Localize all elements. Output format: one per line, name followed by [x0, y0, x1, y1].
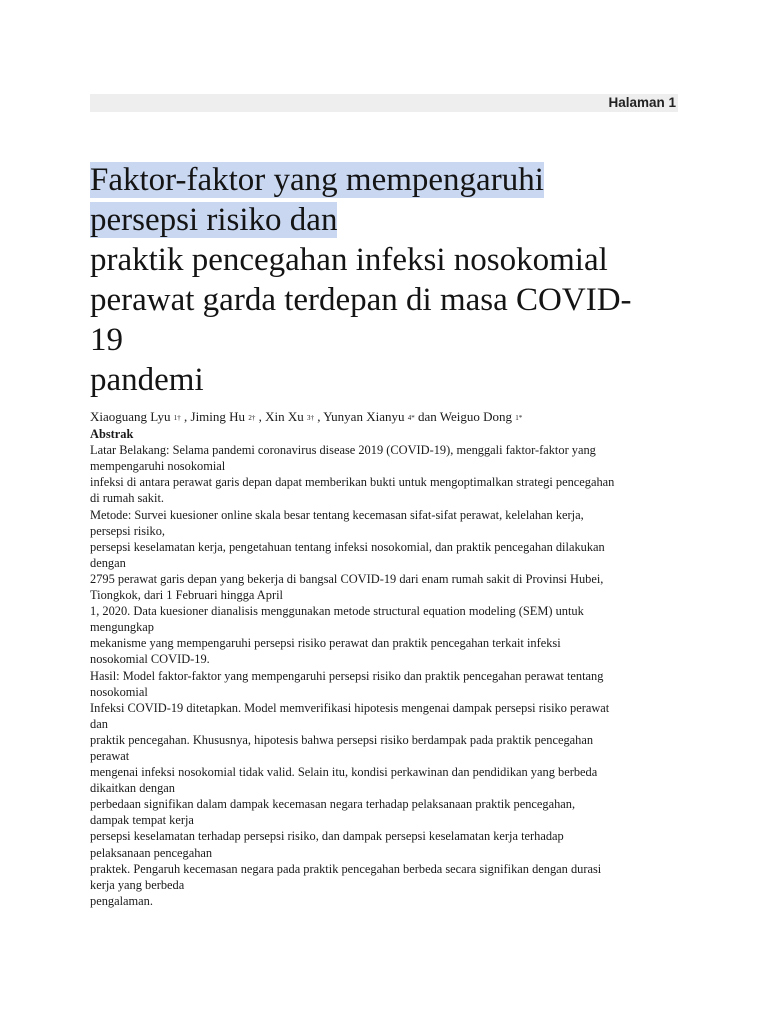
author-affiliation: 3†: [306, 414, 314, 422]
abstract-line: Hasil: Model faktor-faktor yang mempengaruhi persepsi risiko dan praktik pencegahan perawat tentang: [90, 668, 604, 683]
abstract-line: Infeksi COVID-19 ditetapkan. Model memverifikasi hipotesis mengenai dampak persepsi risiko perawat: [90, 700, 610, 715]
author-affiliation: 2†: [248, 414, 256, 422]
author-name: Xiaoguang Lyu: [90, 409, 171, 424]
abstract-line: mekanisme yang mempengaruhi persepsi risiko perawat dan praktik pencegahan terkait infeksi: [90, 636, 561, 651]
abstract-line: di rumah sakit.: [90, 491, 164, 506]
title-line[interactable]: Faktor-faktor yang mempengaruhi: [90, 162, 544, 198]
author-affiliation: 4*: [407, 414, 415, 422]
abstract-line: pengalaman.: [90, 893, 153, 908]
abstract-line: nosokomial: [90, 684, 148, 699]
abstract-line: mempengaruhi nosokomial: [90, 459, 226, 474]
abstract-line: mengenai infeksi nosokomial tidak valid. Selain itu, kondisi perkawinan dan pendidikan yang berbeda: [90, 765, 598, 780]
abstract-line: 1, 2020. Data kuesioner dianalisis menggunakan metode structural equation modeling (SEM) untuk: [90, 604, 584, 619]
abstract-line: perbedaan signifikan dalam dampak kecemasan negara terhadap pelaksanaan praktik pencegahan,: [90, 797, 576, 812]
abstract-line: Tiongkok, dari 1 Februari hingga April: [90, 588, 283, 603]
author-name: dan Weiguo Dong: [414, 409, 513, 424]
author-list: [90, 409, 690, 426]
author-affiliation: 1†: [173, 414, 181, 422]
abstract-line: praktek. Pengaruh kecemasan negara pada praktik pencegahan berbeda secara signifikan dengan durasi: [90, 861, 602, 876]
author-name: , Yunyan Xianyu: [317, 409, 405, 424]
title-line: perawat garda terdepan di masa COVID-: [90, 282, 632, 318]
abstract-line: dampak tempat kerja: [90, 813, 194, 828]
abstract-line: dan: [90, 716, 108, 731]
abstract-line: pelaksanaan pencegahan: [90, 845, 213, 860]
author-name: , Jiming Hu: [184, 409, 246, 424]
document-title: [90, 160, 690, 400]
abstract-line: mengungkap: [90, 620, 155, 635]
abstract-line: Latar Belakang: Selama pandemi coronavirus disease 2019 (COVID-19), menggali faktor-faktor yang: [90, 443, 596, 458]
page-number-label: Halaman 1: [608, 95, 676, 110]
abstract-line: praktik pencegahan. Khususnya, hipotesis bahwa persepsi risiko berdampak pada praktik pencegahan: [90, 732, 594, 747]
abstract-line: perawat: [90, 748, 130, 763]
abstract-line: 2795 perawat garis depan yang bekerja di bangsal COVID-19 dari enam rumah sakit di Provinsi Hubei,: [90, 571, 604, 586]
title-line[interactable]: persepsi risiko dan: [90, 202, 338, 238]
abstract-line: dengan: [90, 555, 126, 570]
title-line: 19: [90, 322, 123, 358]
abstract-line: persepsi keselamatan terhadap persepsi risiko, dan dampak persepsi keselamatan kerja terhadap: [90, 829, 564, 844]
author-affiliation: 1*: [515, 414, 523, 422]
abstract-line: nosokomial COVID-19.: [90, 652, 210, 667]
abstract-line: infeksi di antara perawat garis depan dapat memberikan bukti untuk mengoptimalkan strategi pencegahan: [90, 475, 615, 490]
title-line: praktik pencegahan infeksi nosokomial: [90, 242, 608, 278]
author-name: , Xin Xu: [258, 409, 304, 424]
title-line: pandemi: [90, 362, 204, 398]
abstract-line: kerja yang berbeda: [90, 877, 185, 892]
abstract-text: [90, 442, 690, 909]
abstract-line: persepsi risiko,: [90, 523, 166, 538]
abstract-line: persepsi keselamatan kerja, pengetahuan tentang infeksi nosokomial, dan praktik pencegahan dilakukan: [90, 539, 605, 554]
page-header-bar: [90, 94, 678, 112]
abstract-heading: Abstrak: [90, 427, 134, 442]
document-body: [90, 409, 690, 909]
abstract-line: Metode: Survei kuesioner online skala besar tentang kecemasan sifat-sifat perawat, kelelahan kerja,: [90, 507, 584, 522]
abstract-line: dikaitkan dengan: [90, 781, 175, 796]
